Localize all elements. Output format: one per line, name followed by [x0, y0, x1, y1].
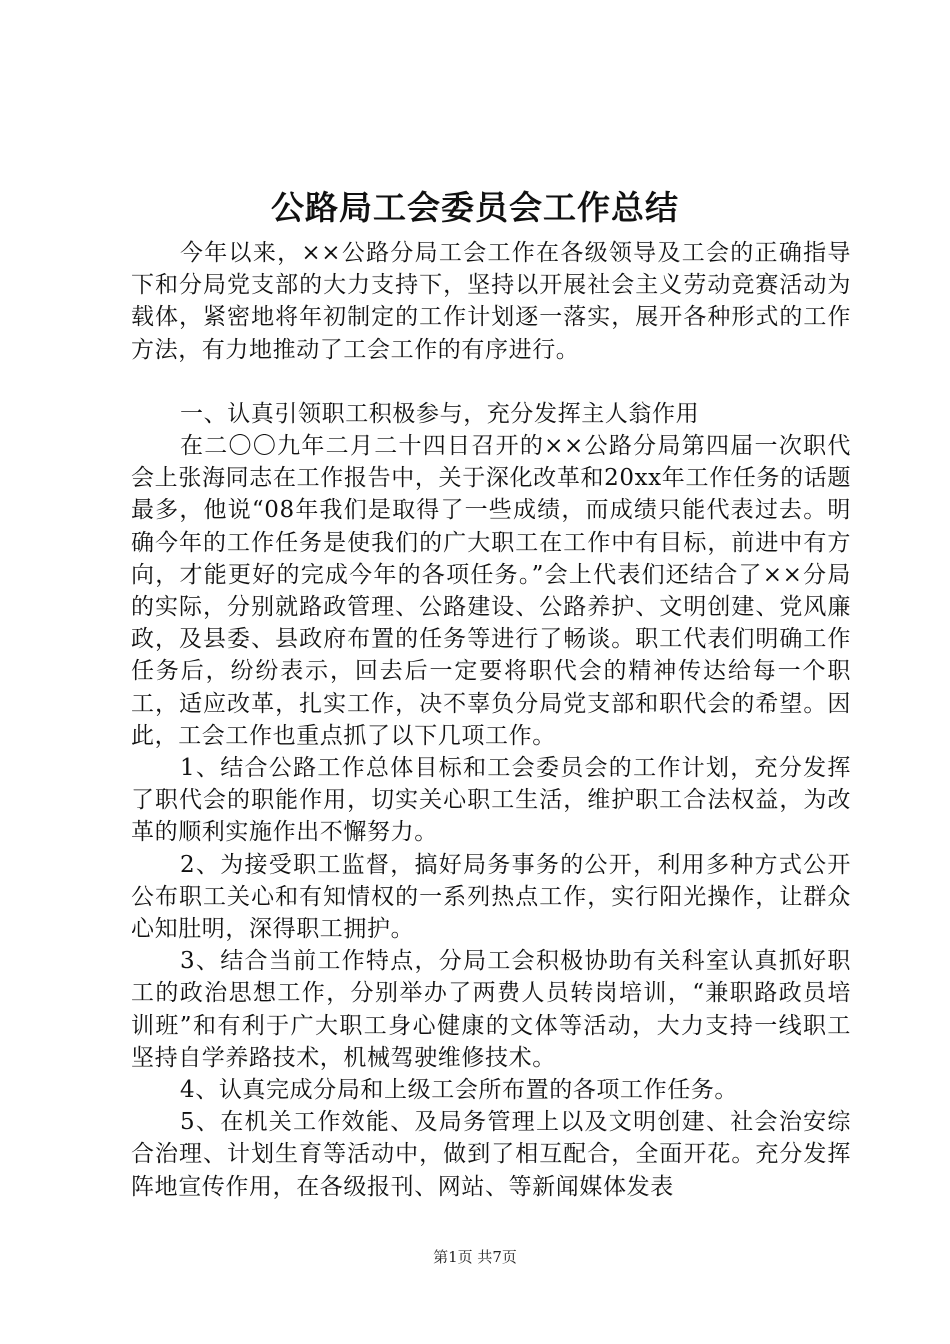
list-item-5: 5、在机关工作效能、及局务管理上以及文明创建、社会治安综合治理、计划生育等活动中，做到了相互配合，全面开花。充分发挥阵地宣传作用，在各级报刊、网站、等新闻媒体发表	[131, 1109, 851, 1200]
section-heading: 一、认真引领职工积极参与，充分发挥主人翁作用	[180, 400, 700, 427]
document-body	[131, 237, 851, 1203]
page-number-footer: 第1页 共7页	[433, 1248, 517, 1266]
document-title: 公路局工会委员会工作总结	[271, 188, 679, 227]
list-item-3: 3、结合当前工作特点，分局工会积极协助有关科室认真抓好职工的政治思想工作，分别举办了两费人员转岗培训，“兼职路政员培训班”和有利于广大职工身心健康的文体等活动，大力支持一线职工坚持自学养路技术，机械驾驶维修技术。	[131, 948, 851, 1071]
intro-paragraph: 今年以来，××公路分局工会工作在各级领导及工会的正确指导下和分局党支部的大力支持下，坚持以开展社会主义劳动竞赛活动为载体，紧密地将年初制定的工作计划逐一落实，展开各种形式的工作方法，有力地推动了工会工作的有序进行。	[131, 240, 851, 363]
list-item-1: 1、结合公路工作总体目标和工会委员会的工作计划，充分发挥了职代会的职能作用，切实关心职工生活，维护职工合法权益，为改革的顺利实施作出不懈努力。	[131, 755, 851, 846]
list-item-2: 2、为接受职工监督，搞好局务事务的公开，利用多种方式公开公布职工关心和有知情权的一系列热点工作，实行阳光操作，让群众心知肚明，深得职工拥护。	[131, 851, 851, 943]
list-item-4: 4、认真完成分局和上级工会所布置的各项工作任务。	[180, 1077, 739, 1104]
body-paragraph: 在二〇〇九年二月二十四日召开的××公路分局第四届一次职代会上张海同志在工作报告中，关于深化改革和20xx年工作任务的话题最多，他说“08年我们是取得了一些成绩，而成绩只能代表过去。明确今年的工作任务是使我们的广大职工在工作中有目标，前进中有方向，才能更好的完成今年的各项任务。”会上代表们还结合了××分局的实际，分别就路政管理、公路建设、公路养护、文明创建、党风廉政，及县委、县政府布置的任务等进行了畅谈。职工代表们明确工作任务后，纷纷表示，回去后一定要将职代会的精神传达给每一个职工，适应改革，扎实工作，决不辜负分局党支部和职代会的希望。因此，工会工作也重点抓了以下几项工作。	[131, 433, 851, 749]
